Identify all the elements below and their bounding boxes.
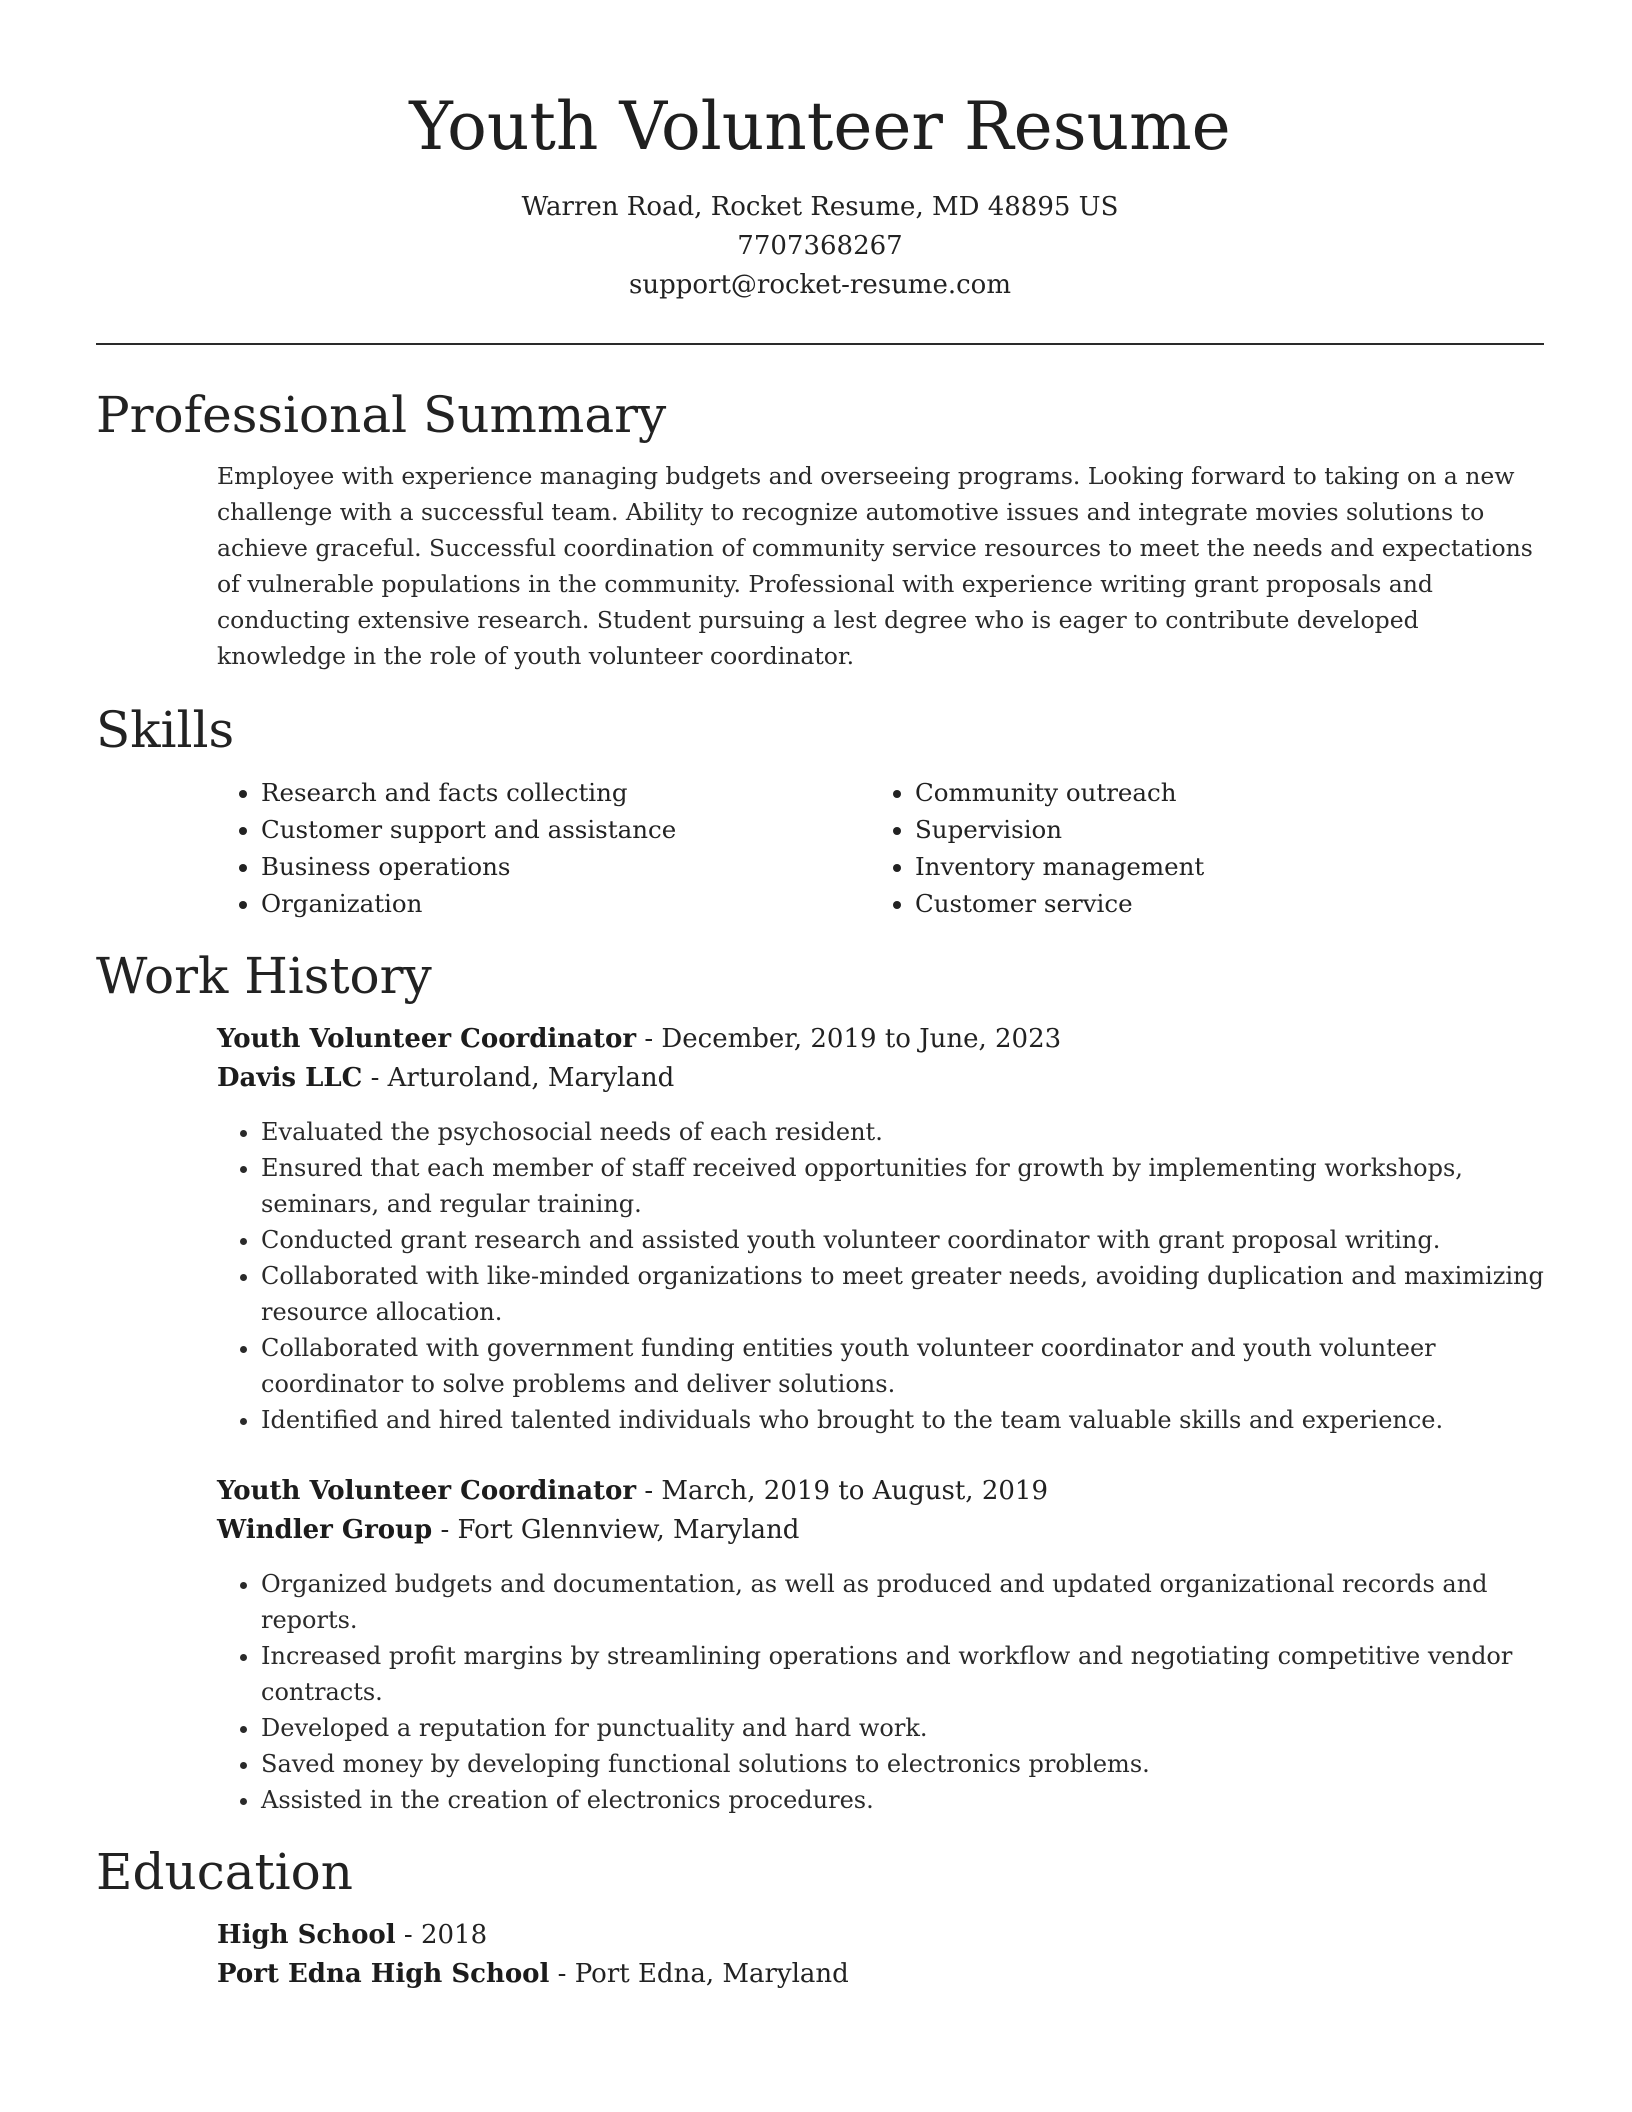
job-bullet: • Assisted in the creation of electronics procedures. [261,1782,1544,1818]
job-entry [217,1472,1544,1818]
job-entry [217,1020,1544,1438]
education-year: - 2018 [395,1920,488,1950]
skill-item: • Customer service [915,885,1525,922]
summary-text: Employee with experience managing budgets and overseeing programs. Looking forward to taking on a new challenge with a successful team. Ability to recognize automotive issues and integrate movies solutions to achieve graceful. Successful coordination of community service resources to meet the needs and expectations of vulnerable populations in the community. Professional with experience writing grant proposals and conducting extensive research. Student pursuing a lest degree who is eager to contribute developed knowledge in the role of youth volunteer coordinator. [217,462,1533,670]
job-bullet: • Identified and hired talented individuals who brought to the team valuable skills and experience. [261,1402,1544,1438]
section-title-work-history: Work History [96,947,432,1005]
job-bullets [217,1114,1544,1438]
skill-item: • Organization [261,885,871,922]
job-location: - Fort Glennview, Maryland [432,1515,800,1545]
header-divider [96,343,1544,345]
job-bullet: • Evaluated the psychosocial needs of each resident. [261,1114,1544,1150]
section-title-skills: Skills [96,701,235,759]
skill-item: • Customer support and assistance [261,811,871,848]
job-bullet: • Organized budgets and documentation, as well as produced and updated organizational records and reports. [261,1566,1544,1638]
job-dates: - March, 2019 to August, 2019 [636,1476,1049,1506]
skills-column-left [217,774,871,922]
contact-email: support@rocket-resume.com [628,270,1011,300]
job-company: Davis LLC [217,1063,363,1093]
job-bullet: • Increased profit margins by streamlining operations and workflow and negotiating competitive vendor contracts. [261,1638,1544,1710]
skills-list [217,774,1544,922]
education-degree-line [217,1916,1544,1955]
skills-column-right [871,774,1525,922]
job-company: Windler Group [217,1515,433,1545]
skill-item: • Research and facts collecting [261,774,871,811]
skill-item: • Business operations [261,848,871,885]
skill-item: • Supervision [915,811,1525,848]
job-company-line [217,1059,1544,1098]
education-school: Port Edna High School [217,1959,550,1989]
contact-phone: 7707368267 [737,231,903,261]
contact-info [96,188,1544,305]
resume-title: Youth Volunteer Resume [409,88,1231,165]
job-position-line [217,1020,1544,1059]
section-title-summary: Professional Summary [96,386,667,444]
job-position-line [217,1472,1544,1511]
job-dates: - December, 2019 to June, 2023 [636,1024,1062,1054]
skill-item: • Community outreach [915,774,1525,811]
resume-page [96,0,1544,1994]
education-entry [217,1916,1544,1994]
job-position: Youth Volunteer Coordinator [217,1476,637,1506]
job-bullet: • Collaborated with government funding entities youth volunteer coordinator and youth volunteer coordinator to solve problems and deliver solutions. [261,1330,1544,1402]
job-location: - Arturoland, Maryland [362,1063,675,1093]
job-bullet: • Developed a reputation for punctuality and hard work. [261,1710,1544,1746]
job-bullets [217,1566,1544,1818]
job-position: Youth Volunteer Coordinator [217,1024,637,1054]
job-bullet: • Conducted grant research and assisted youth volunteer coordinator with grant proposal writing. [261,1222,1544,1258]
education-school-line [217,1955,1544,1994]
education-location: - Port Edna, Maryland [549,1959,849,1989]
skill-item: • Inventory management [915,848,1525,885]
education-degree: High School [217,1920,396,1950]
job-bullet: • Collaborated with like-minded organizations to meet greater needs, avoiding duplication and maximizing resource allocation. [261,1258,1544,1330]
contact-address: Warren Road, Rocket Resume, MD 48895 US [521,192,1119,222]
job-bullet: • Ensured that each member of staff received opportunities for growth by implementing workshops, seminars, and regular training. [261,1150,1544,1222]
job-company-line [217,1511,1544,1550]
section-title-education: Education [96,1843,353,1901]
job-bullet: • Saved money by developing functional solutions to electronics problems. [261,1746,1544,1782]
